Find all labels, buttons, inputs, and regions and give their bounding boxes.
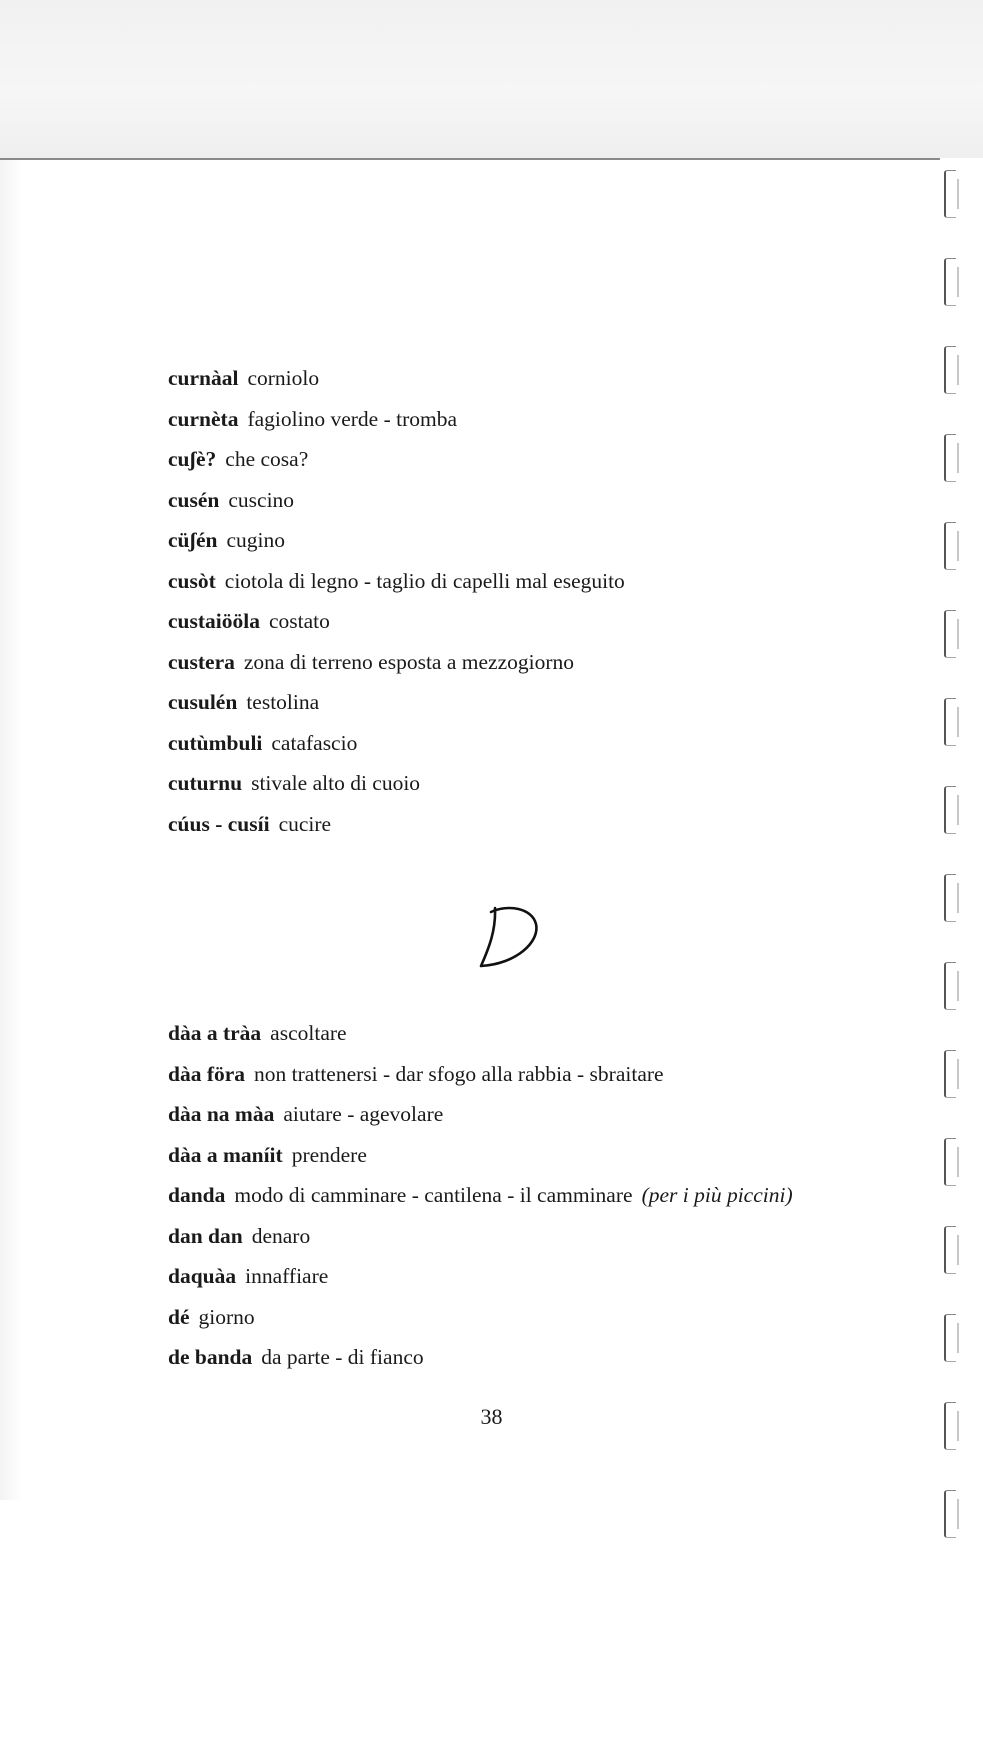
binding-ring xyxy=(944,610,956,658)
binding-ring xyxy=(944,434,956,482)
entry-definition: giorno xyxy=(198,1304,255,1329)
entry-term: dan dan xyxy=(168,1223,243,1248)
glossary-entry xyxy=(168,1297,793,1338)
glossary-entry xyxy=(168,561,625,602)
entry-term: cüʃén xyxy=(168,528,218,552)
entry-term: cúus - cusíi xyxy=(168,811,270,836)
entry-definition: cucire xyxy=(278,811,332,836)
entry-term: cuturnu xyxy=(168,771,243,795)
binding-ring xyxy=(944,258,956,306)
binding-ring xyxy=(944,874,956,922)
glossary-entry xyxy=(168,1094,793,1135)
entry-term: dàa a tràa xyxy=(168,1021,262,1045)
entry-term: curnàal xyxy=(168,366,239,390)
glossary-entry xyxy=(168,601,625,642)
binding-ring xyxy=(944,698,956,746)
binding-ring xyxy=(944,346,956,394)
entry-term: dàa föra xyxy=(168,1061,246,1086)
entry-term: cuʃè? xyxy=(168,447,217,471)
entry-definition: zona di terreno esposta a mezzogiorno xyxy=(243,649,575,674)
entry-definition: innaffiare xyxy=(245,1264,329,1288)
entry-definition: da parte - di fianco xyxy=(261,1345,424,1369)
glossary-entry xyxy=(168,1135,793,1176)
glossary-entry xyxy=(168,763,625,804)
entry-definition: fagiolino verde - tromba xyxy=(247,406,458,431)
entry-definition: ciotola di legno - taglio di capelli mal eseguito xyxy=(224,568,625,593)
entry-definition: corniolo xyxy=(247,366,320,390)
glossary-entry xyxy=(168,1337,793,1378)
entry-term: dé xyxy=(168,1304,190,1329)
entry-term: cusòt xyxy=(168,568,216,593)
glossary-entry xyxy=(168,682,625,723)
spiral-binding xyxy=(938,170,968,1590)
glossary-entry xyxy=(168,358,625,399)
entry-term: cutùmbuli xyxy=(168,730,263,755)
binding-ring xyxy=(944,1050,956,1098)
entry-definition: prendere xyxy=(291,1142,367,1167)
binding-ring xyxy=(944,1490,956,1538)
entry-term: daquàa xyxy=(168,1264,237,1288)
section-letter-d xyxy=(478,902,542,970)
entry-definition: testolina xyxy=(246,690,320,714)
glossary-entry xyxy=(168,804,625,845)
binding-ring xyxy=(944,170,956,218)
scan-edge-rule xyxy=(0,158,940,160)
glossary-entry xyxy=(168,1175,793,1216)
glossary-entry xyxy=(168,399,625,440)
binding-ring xyxy=(944,1314,956,1362)
entry-term: cusén xyxy=(168,487,220,512)
entry-term: dàa a maníit xyxy=(168,1142,283,1167)
binding-ring xyxy=(944,1226,956,1274)
glossary-entry xyxy=(168,439,625,480)
scan-shadow-top xyxy=(0,0,983,158)
glossary-section-c xyxy=(168,358,625,844)
binding-ring xyxy=(944,786,956,834)
glossary-entry xyxy=(168,642,625,683)
entry-definition: modo di camminare - cantilena - il camminare xyxy=(234,1183,633,1207)
glossary-entry xyxy=(168,1013,793,1054)
entry-definition: cugino xyxy=(226,528,286,552)
binding-ring xyxy=(944,1138,956,1186)
entry-term: cusulén xyxy=(168,690,238,714)
entry-definition: aiutare - agevolare xyxy=(283,1102,444,1126)
entry-term: dàa na màa xyxy=(168,1102,275,1126)
entry-term: de banda xyxy=(168,1345,253,1369)
entry-definition: catafascio xyxy=(271,730,358,755)
entry-definition: ascoltare xyxy=(270,1021,347,1045)
glossary-entry xyxy=(168,480,625,521)
entry-note: (per i più piccini) xyxy=(641,1183,793,1207)
glossary-section-d xyxy=(168,1013,793,1378)
binding-ring xyxy=(944,962,956,1010)
binding-ring xyxy=(944,522,956,570)
scan-shadow-left xyxy=(0,160,22,1500)
entry-definition: non trattenersi - dar sfogo alla rabbia - sbraitare xyxy=(254,1061,664,1086)
entry-definition: cuscino xyxy=(228,487,295,512)
entry-definition: che cosa? xyxy=(225,447,309,471)
entry-definition: stivale alto di cuoio xyxy=(251,771,421,795)
entry-term: danda xyxy=(168,1183,226,1207)
page-number: 38 xyxy=(480,1404,503,1429)
glossary-entry xyxy=(168,1054,793,1095)
glossary-entry xyxy=(168,1256,793,1297)
entry-term: custera xyxy=(168,649,235,674)
entry-term: curnèta xyxy=(168,406,239,431)
entry-term: custaiööla xyxy=(168,609,260,633)
glossary-entry xyxy=(168,1216,793,1257)
glossary-entry xyxy=(168,723,625,764)
glossary-entry xyxy=(168,520,625,561)
entry-definition: costato xyxy=(268,609,330,633)
entry-definition: denaro xyxy=(251,1223,311,1248)
